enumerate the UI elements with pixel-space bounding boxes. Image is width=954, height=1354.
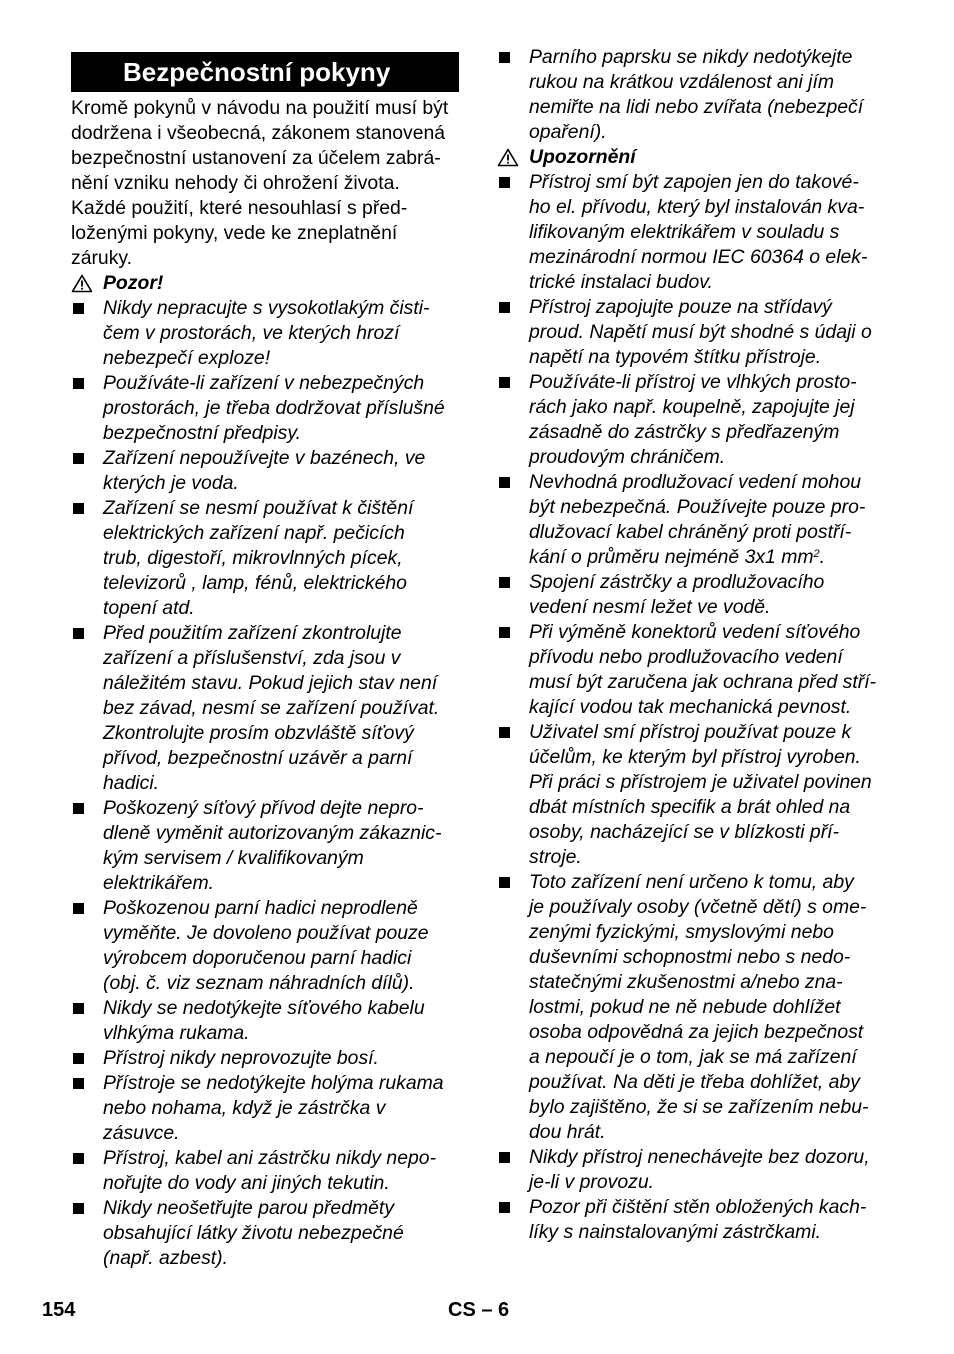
text-line: musí být zaručena jak ochrana před stří- — [529, 671, 877, 693]
text-line: záruky. — [71, 247, 133, 269]
text-line: loženými pokyny, vede ke zneplatnění — [71, 222, 398, 244]
text-line: je-li v provozu. — [529, 1171, 655, 1193]
text-line: Při práci s přístrojem je uživatel povinen — [529, 771, 872, 793]
section-label: CS – 6 — [448, 1299, 510, 1321]
square-bullet-icon — [499, 52, 510, 63]
text-line: Používáte-li přístroj ve vlhkých prosto- — [529, 371, 857, 393]
square-bullet-icon — [73, 378, 84, 389]
text-line: Každé použití, které nesouhlasí s před- — [71, 197, 408, 219]
text-line: Přístroj zapojujte pouze na střídavý — [529, 296, 832, 318]
text-line: Poškozenou parní hadici neprodleně — [103, 897, 418, 919]
right-bullet-list — [497, 170, 887, 1245]
square-bullet-icon — [73, 1153, 84, 1164]
pozor-label: Pozor! — [103, 272, 164, 294]
text-line: stroje. — [529, 846, 582, 868]
text-line: obsahující látky životu nebezpečné — [103, 1222, 404, 1244]
text-line: Používáte-li zařízení v nebezpečných — [103, 372, 425, 394]
intro-paragraph — [71, 96, 459, 271]
list-item — [71, 796, 459, 896]
text-line: Přístroje se nedotýkejte holýma rukama — [103, 1072, 444, 1094]
page-title: Bezpečnostní pokyny — [71, 52, 459, 92]
warning-triangle-icon — [71, 274, 93, 293]
text-line: přívod, bezpečnostní uzávěr a parní — [103, 747, 413, 769]
text-line: rách jako např. koupelně, zapojujte jej — [529, 396, 855, 418]
text-line: opaření). — [529, 121, 607, 143]
square-bullet-icon — [73, 628, 84, 639]
page-number: 154 — [42, 1299, 76, 1321]
text-line: Zařízení se nesmí používat k čištění — [103, 497, 414, 519]
text-line: dbát místních specifik a brát ohled na — [529, 796, 851, 818]
text-line: elektrikářem. — [103, 872, 214, 894]
list-item — [71, 296, 459, 371]
text-line: dlužovací kabel chráněný proti postří- — [529, 521, 852, 543]
square-bullet-icon — [499, 377, 510, 388]
text-line: zásuvce. — [103, 1122, 180, 1144]
text-line: hadici. — [103, 772, 160, 794]
text-line: zařízení a příslušenství, zda jsou v — [103, 647, 401, 669]
text-line: bez závad, nesmí se zařízení používat. — [103, 697, 440, 719]
square-bullet-icon — [73, 1003, 84, 1014]
list-item — [71, 996, 459, 1046]
text-line: lostmi, pokud ne ně nebude dohlížet — [529, 996, 841, 1018]
text-line: kání o průměru nejméně 3x1 $mm^2$. — [529, 546, 826, 568]
text-line: a nepoučí je o tom, jak se má zařízení — [529, 1046, 857, 1068]
text-line: prostorách, je třeba dodržovat příslušné — [103, 397, 445, 419]
square-bullet-icon — [499, 627, 510, 638]
square-bullet-icon — [499, 477, 510, 488]
text-line: statečnými zkušenostmi a/nebo zna- — [529, 971, 843, 993]
text-line: Při výměně konektorů vedení síťového — [529, 621, 861, 643]
text-line: kým servisem / kvalifikovaným — [103, 847, 364, 869]
square-bullet-icon — [499, 577, 510, 588]
text-line: používat. Na děti je třeba dohlížet, aby — [529, 1071, 860, 1093]
text-line: líky s nainstalovanými zástrčkami. — [529, 1221, 822, 1243]
text-line: Parního paprsku se nikdy nedotýkejte — [529, 46, 853, 68]
text-line: nemiřte na lidi nebo zvířata (nebezpečí — [529, 96, 864, 118]
upozorneni-heading — [497, 145, 887, 170]
text-line: Zařízení nepoužívejte v bazénech, ve — [103, 447, 426, 469]
list-item — [71, 896, 459, 996]
text-line: ho el. přívodu, který byl instalován kva- — [529, 196, 865, 218]
list-item — [71, 496, 459, 621]
list-item — [71, 1196, 459, 1271]
text-line: nořujte do vody ani jiných tekutin. — [103, 1172, 390, 1194]
text-line: být nebezpečná. Používejte pouze pro- — [529, 496, 866, 518]
text-line: Toto zařízení není určeno k tomu, aby — [529, 871, 854, 893]
list-item — [497, 45, 887, 145]
text-line: Nikdy se nedotýkejte síťového kabelu — [103, 997, 425, 1019]
text-line: Přístroj smí být zapojen jen do takové- — [529, 171, 859, 193]
text-line: účelům, ke kterým byl přístroj vyroben. — [529, 746, 861, 768]
square-bullet-icon — [73, 903, 84, 914]
text-line: osoba odpovědná za jejich bezpečnost — [529, 1021, 864, 1043]
square-bullet-icon — [73, 503, 84, 514]
text-line: výrobcem doporučenou parní hadici — [103, 947, 412, 969]
text-line: Nikdy nepracujte s vysokotlakým čisti- — [103, 297, 430, 319]
text-line: proudovým chráničem. — [529, 446, 726, 468]
square-bullet-icon — [499, 877, 510, 888]
upozorneni-label: Upozornění — [529, 146, 636, 168]
text-line: bezpečnostní předpisy. — [103, 422, 301, 444]
list-item — [71, 1071, 459, 1146]
list-item — [497, 720, 887, 870]
text-line: je používaly osoby (včetně dětí) s ome- — [529, 896, 867, 918]
square-bullet-icon — [73, 1203, 84, 1214]
text-line: Nikdy přístroj nenechávejte bez dozoru, — [529, 1146, 870, 1168]
square-bullet-icon — [73, 803, 84, 814]
square-bullet-icon — [73, 1053, 84, 1064]
text-line: dodržena i všeobecná, zákonem stanovená — [71, 122, 446, 144]
list-item — [497, 870, 887, 1145]
text-line: bylo zajištěno, že si se zařízením nebu- — [529, 1096, 869, 1118]
text-line: napětí na typovém štítku přístroje. — [529, 346, 822, 368]
text-line: Zkontrolujte prosím obzvláště síťový — [103, 722, 414, 744]
list-item — [497, 295, 887, 370]
text-line: Poškozený síťový přívod dejte nepro- — [103, 797, 424, 819]
square-bullet-icon — [499, 302, 510, 313]
text-line: nění vzniku nehody či ohrožení života. — [71, 172, 400, 194]
text-line: elektrických zařízení např. pečicích — [103, 522, 405, 544]
text-line: Před použitím zařízení zkontrolujte — [103, 622, 402, 644]
text-line: rukou na krátkou vzdálenost ani jím — [529, 71, 835, 93]
text-line: proud. Napětí musí být shodné s údaji o — [529, 321, 872, 343]
text-line: kající vodou tak mechanická pevnost. — [529, 696, 852, 718]
text-line: topení atd. — [103, 597, 195, 619]
text-line: (obj. č. viz seznam náhradních dílů). — [103, 972, 415, 994]
text-line: kterých je voda. — [103, 472, 239, 494]
list-item — [497, 570, 887, 620]
text-line: Pozor při čištění stěn obložených kach- — [529, 1196, 867, 1218]
left-column — [71, 45, 459, 1271]
text-line: Přístroj nikdy neprovozujte bosí. — [103, 1047, 379, 1069]
text-line: duševními schopnostmi nebo s nedo- — [529, 946, 851, 968]
text-line: Nevhodná prodlužovací vedení mohou — [529, 471, 862, 493]
square-bullet-icon — [499, 177, 510, 188]
text-line: zásadně do zástrčky s předřazeným — [529, 421, 840, 443]
text-line: čem v prostorách, ve kterých hrozí — [103, 322, 400, 344]
unit-superscript: 2 — [813, 548, 820, 560]
square-bullet-icon — [73, 453, 84, 464]
text-line: Nikdy neošetřujte parou předměty — [103, 1197, 395, 1219]
text-line: vyměňte. Je dovoleno používat pouze — [103, 922, 429, 944]
text-line: bezpečnostní ustanovení za účelem zabrá- — [71, 147, 441, 169]
list-item — [71, 446, 459, 496]
text-line: (např. azbest). — [103, 1247, 229, 1269]
text-line: zenými fyzickými, smyslovými nebo — [529, 921, 834, 943]
list-item — [497, 1145, 887, 1195]
text-line: televizorů , lamp, fénů, elektrického — [103, 572, 407, 594]
square-bullet-icon — [73, 303, 84, 314]
text-line: náležitém stavu. Pokud jejich stav není — [103, 672, 438, 694]
list-item — [497, 370, 887, 470]
text-line: trické instalaci budov. — [529, 271, 713, 293]
text-line: Uživatel smí přístroj používat pouze k — [529, 721, 852, 743]
square-bullet-icon — [499, 1202, 510, 1213]
text-line: dleně vyměnit autorizovaným zákaznic- — [103, 822, 442, 844]
list-item — [71, 621, 459, 796]
square-bullet-icon — [73, 1078, 84, 1089]
text-line: osoby, nacházející se v blízkosti pří- — [529, 821, 840, 843]
text-line: nebo nohama, když je zástrčka v — [103, 1097, 386, 1119]
text-line: vlhkýma rukama. — [103, 1022, 250, 1044]
list-item — [497, 170, 887, 295]
square-bullet-icon — [499, 1152, 510, 1163]
text-line: nebezpečí exploze! — [103, 347, 271, 369]
left-bullet-list — [71, 296, 459, 1271]
list-item — [497, 620, 887, 720]
text-line: mezinárodní normou IEC 60364 o elek- — [529, 246, 868, 268]
right-column — [497, 45, 887, 1245]
text-line: Kromě pokynů v návodu na použití musí být — [71, 97, 449, 119]
text-line: vedení nesmí ležet ve vodě. — [529, 596, 771, 618]
right-first-list — [497, 45, 887, 145]
text-line: přívodu nebo prodlužovacího vedení — [529, 646, 843, 668]
text-line: Spojení zástrčky a prodlužovacího — [529, 571, 825, 593]
sentence-period: . — [819, 546, 826, 568]
square-bullet-icon — [499, 727, 510, 738]
text-line: dou hrát. — [529, 1121, 606, 1143]
text-line: Přístroj, kabel ani zástrčku nikdy nepo- — [103, 1147, 437, 1169]
list-item — [71, 1046, 459, 1071]
pozor-heading — [71, 271, 459, 296]
list-item — [497, 1195, 887, 1245]
text-line: trub, digestoří, mikrovlnných pícek, — [103, 547, 403, 569]
list-item — [71, 1146, 459, 1196]
list-item — [497, 470, 887, 570]
list-item — [71, 371, 459, 446]
text-line: lifikovaným elektrikářem v souladu s — [529, 221, 840, 243]
warning-triangle-icon — [497, 148, 519, 167]
